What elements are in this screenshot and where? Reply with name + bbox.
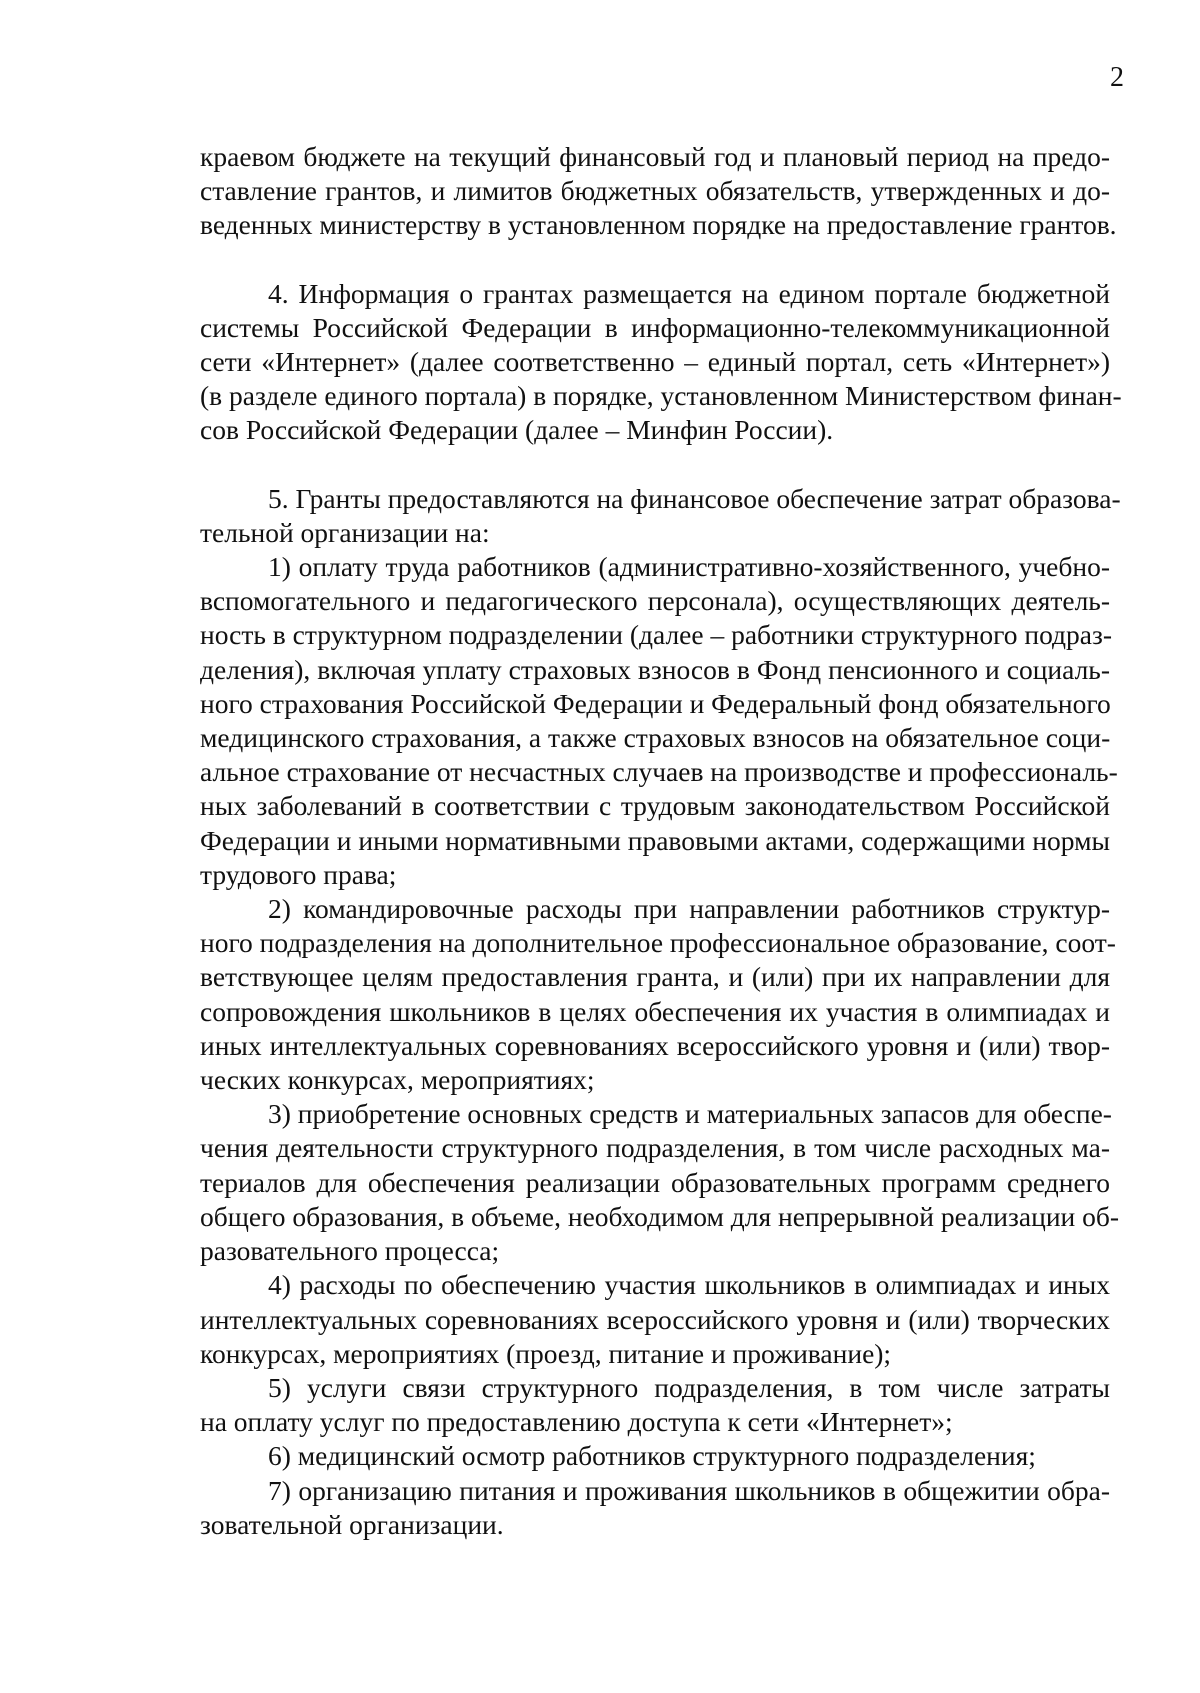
- text-line: иных интеллектуальных соревнованиях всероссийского уровня и (или) твор-: [200, 1029, 1110, 1061]
- paragraph: [200, 1439, 1110, 1473]
- text-line: медицинского страхования, а также страховых взносов на обязательное соци-: [200, 722, 1111, 754]
- text-line: интеллектуальных соревнованиях всероссийского уровня и (или) творческих: [200, 1303, 1110, 1335]
- page-number: 2: [1110, 62, 1124, 93]
- text-line: 3) приобретение основных средств и материальных запасов для обеспе-: [268, 1098, 1112, 1130]
- text-line: альное страхование от несчастных случаев на производстве и профессиональ-: [200, 756, 1118, 788]
- text-line: ческих конкурсах, мероприятиях;: [200, 1064, 595, 1096]
- paragraph: [200, 892, 1116, 1097]
- text-line: 6) медицинский осмотр работников структурного подразделения;: [268, 1440, 1036, 1472]
- paragraph-spacer: [200, 243, 1110, 277]
- text-line: чения деятельности структурного подразделения, в том числе расходных ма-: [200, 1132, 1110, 1164]
- text-line: веденных министерству в установленном порядке на предоставление грантов.: [200, 209, 1117, 241]
- text-line: разовательного процесса;: [200, 1235, 500, 1267]
- text-line: териалов для обеспечения реализации образовательных программ среднего: [200, 1166, 1110, 1198]
- paragraph: [200, 277, 1122, 448]
- text-line: конкурсах, мероприятиях (проезд, питание и проживание);: [200, 1337, 892, 1369]
- text-line: (в разделе единого портала) в порядке, установленном Министерством финан-: [200, 380, 1122, 412]
- text-line: зовательной организации.: [200, 1508, 504, 1540]
- text-line: ставление грантов, и лимитов бюджетных обязательств, утвержденных и до-: [200, 175, 1110, 207]
- text-line: тельной организации на:: [200, 516, 490, 548]
- text-line: деления), включая уплату страховых взносов в Фонд пенсионного и социаль-: [200, 653, 1110, 685]
- text-line: ность в структурном подразделении (далее – работники структурного подраз-: [200, 619, 1113, 651]
- text-line: 1) оплату труда работников (административно-хозяйственного, учебно-: [268, 551, 1110, 583]
- text-line: на оплату услуг по предоставлению доступа к сети «Интернет»;: [200, 1406, 953, 1438]
- text-line: сопровождения школьников в целях обеспечения их участия в олимпиадах и: [200, 995, 1110, 1027]
- paragraph: [200, 482, 1121, 550]
- paragraph: [200, 1097, 1120, 1268]
- document-body: [200, 140, 1122, 1542]
- text-line: 7) организацию питания и проживания школьников в общежитии обра-: [268, 1474, 1110, 1506]
- paragraph: [200, 550, 1118, 892]
- paragraph: [200, 1474, 1110, 1542]
- text-line: ных заболеваний в соответствии с трудовым законодательством Российской: [200, 790, 1110, 822]
- text-line: ного страхования Российской Федерации и Федеральный фонд обязательного: [200, 687, 1111, 719]
- text-line: 5) услуги связи структурного подразделения, в том числе затраты: [268, 1371, 1110, 1403]
- text-line: 5. Гранты предоставляются на финансовое обеспечение затрат образова-: [268, 482, 1121, 514]
- paragraph: [200, 140, 1117, 243]
- text-line: общего образования, в объеме, необходимом для непрерывной реализации об-: [200, 1200, 1120, 1232]
- paragraph: [200, 1371, 1110, 1439]
- text-line: системы Российской Федерации в информационно-телекоммуникационной: [200, 311, 1110, 343]
- text-line: трудового права;: [200, 858, 397, 890]
- text-line: сов Российской Федерации (далее – Минфин России).: [200, 414, 834, 446]
- text-line: сети «Интернет» (далее соответственно – единый портал, сеть «Интернет»): [200, 346, 1110, 378]
- text-line: краевом бюджете на текущий финансовый год и плановый период на предо-: [200, 141, 1110, 172]
- text-line: 2) командировочные расходы при направлении работников структур-: [268, 893, 1110, 925]
- text-line: Федерации и иными нормативными правовыми актами, содержащими нормы: [200, 824, 1110, 856]
- paragraph: [200, 1268, 1110, 1371]
- text-line: ного подразделения на дополнительное профессиональное образование, соот-: [200, 927, 1116, 959]
- text-line: 4) расходы по обеспечению участия школьников в олимпиадах и иных: [268, 1269, 1110, 1301]
- text-line: 4. Информация о грантах размещается на едином портале бюджетной: [268, 277, 1110, 309]
- text-line: вспомогательного и педагогического персонала), осуществляющих деятель-: [200, 585, 1110, 617]
- text-line: ветствующее целям предоставления гранта, и (или) при их направлении для: [200, 961, 1110, 993]
- paragraph-spacer: [200, 448, 1110, 482]
